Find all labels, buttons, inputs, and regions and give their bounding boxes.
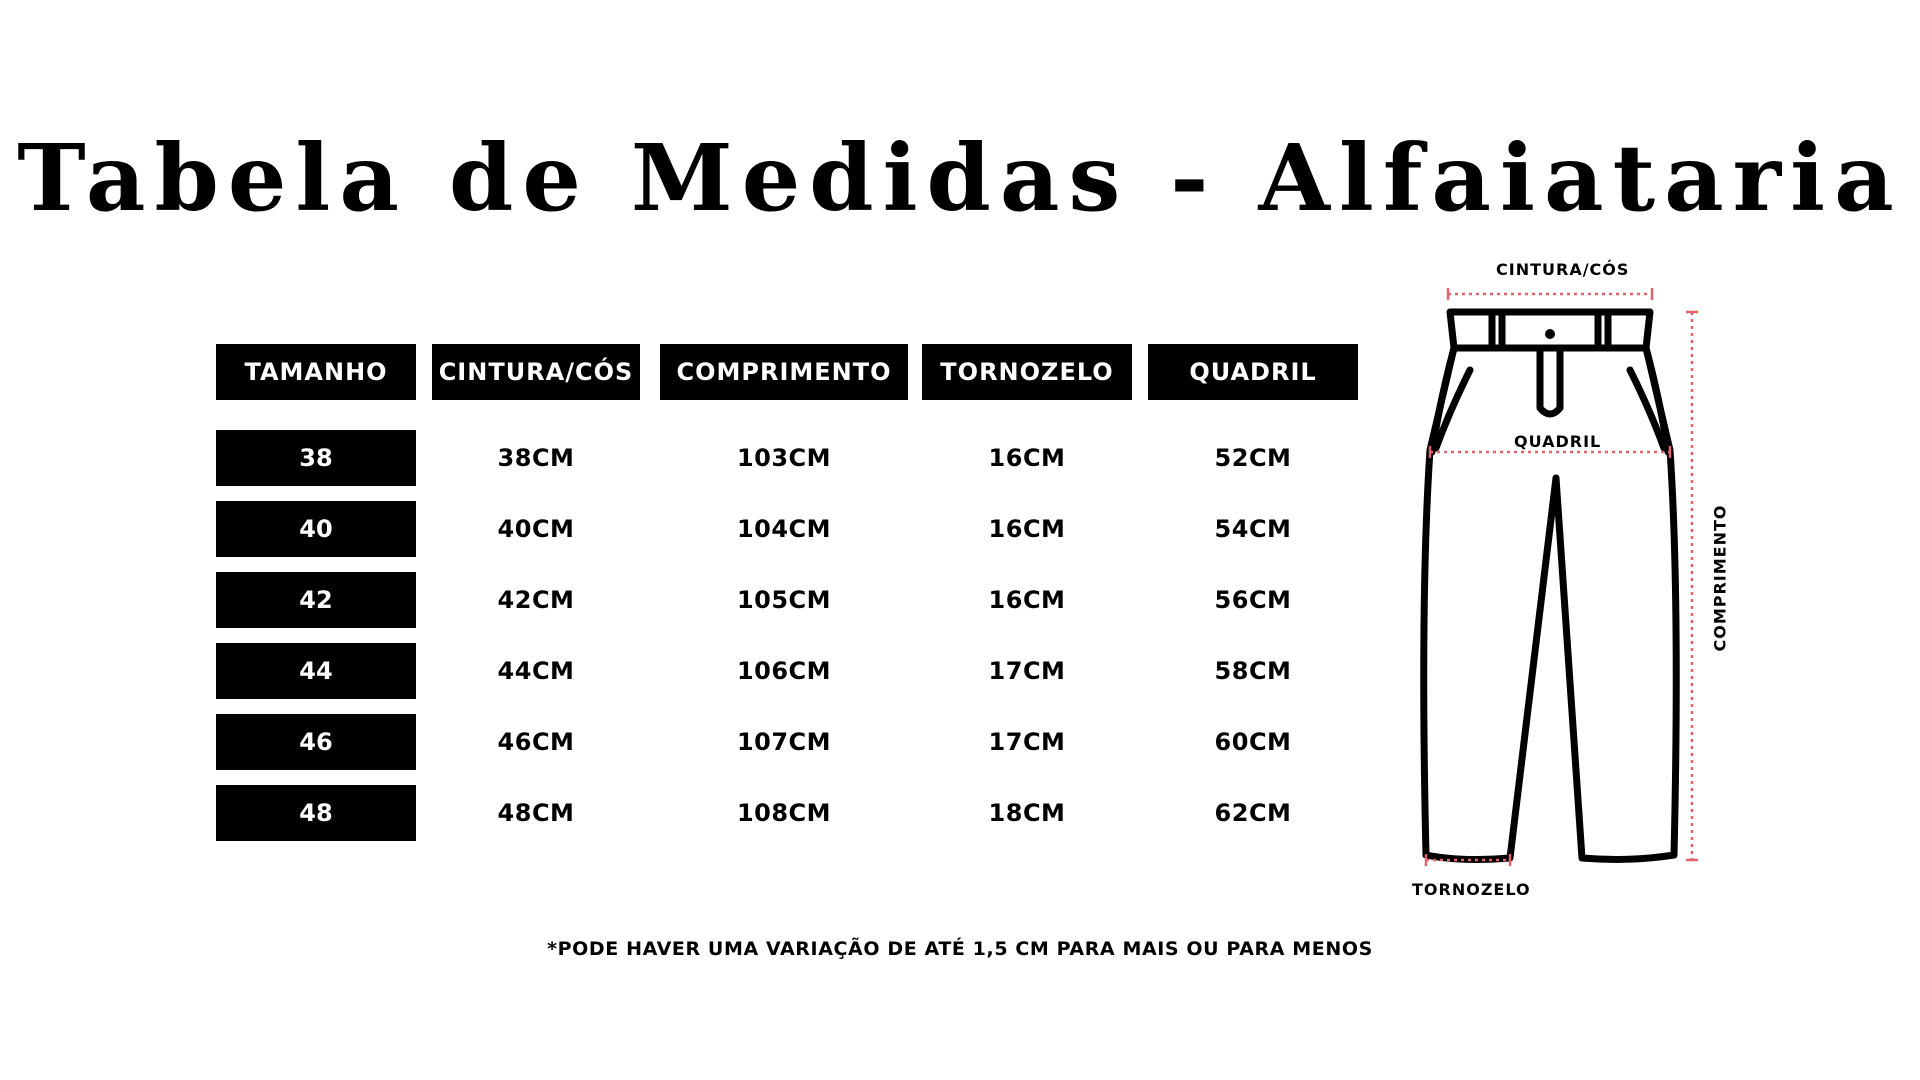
variation-note: *PODE HAVER UMA VARIAÇÃO DE ATÉ 1,5 CM PARA MAIS OU PARA MENOS	[547, 938, 1373, 960]
cintura-value: 48CM	[497, 799, 575, 827]
cintura-value: 44CM	[497, 657, 575, 685]
quadril-value: 58CM	[1214, 657, 1292, 685]
quadril-value: 60CM	[1214, 728, 1292, 756]
cintura-value: 46CM	[497, 728, 575, 756]
size-cell: 44	[216, 643, 416, 699]
page-title: Tabela de Medidas - Alfaiataria	[17, 124, 1903, 232]
header-tornozelo: TORNOZELO	[922, 344, 1132, 400]
tornozelo-value: 17CM	[988, 728, 1066, 756]
cintura-value: 38CM	[497, 444, 575, 472]
waist-label: CINTURA/CÓS	[1496, 260, 1630, 279]
pants-icon	[1400, 260, 1740, 920]
length-label: COMPRIMENTO	[1710, 504, 1730, 652]
tornozelo-value: 16CM	[988, 444, 1066, 472]
quadril-value: 56CM	[1214, 586, 1292, 614]
size-cell: 38	[216, 430, 416, 486]
tornozelo-value: 18CM	[988, 799, 1066, 827]
tornozelo-value: 17CM	[988, 657, 1066, 685]
cintura-value: 42CM	[497, 586, 575, 614]
size-cell: 42	[216, 572, 416, 628]
size-cell: 48	[216, 785, 416, 841]
header-quadril: QUADRIL	[1148, 344, 1358, 400]
comprimento-value: 104CM	[736, 515, 832, 543]
tornozelo-value: 16CM	[988, 515, 1066, 543]
tornozelo-value: 16CM	[988, 586, 1066, 614]
ankle-label: TORNOZELO	[1412, 880, 1531, 899]
quadril-value: 54CM	[1214, 515, 1292, 543]
comprimento-value: 103CM	[736, 444, 832, 472]
quadril-value: 52CM	[1214, 444, 1292, 472]
header-tamanho: TAMANHO	[216, 344, 416, 400]
comprimento-value: 107CM	[736, 728, 832, 756]
size-cell: 40	[216, 501, 416, 557]
cintura-value: 40CM	[497, 515, 575, 543]
size-cell: 46	[216, 714, 416, 770]
comprimento-value: 105CM	[736, 586, 832, 614]
hip-label: QUADRIL	[1514, 432, 1602, 451]
comprimento-value: 108CM	[736, 799, 832, 827]
header-comprimento: COMPRIMENTO	[660, 344, 908, 400]
header-cintura: CINTURA/CÓS	[432, 344, 640, 400]
pants-diagram	[1400, 260, 1740, 920]
comprimento-value: 106CM	[736, 657, 832, 685]
quadril-value: 62CM	[1214, 799, 1292, 827]
